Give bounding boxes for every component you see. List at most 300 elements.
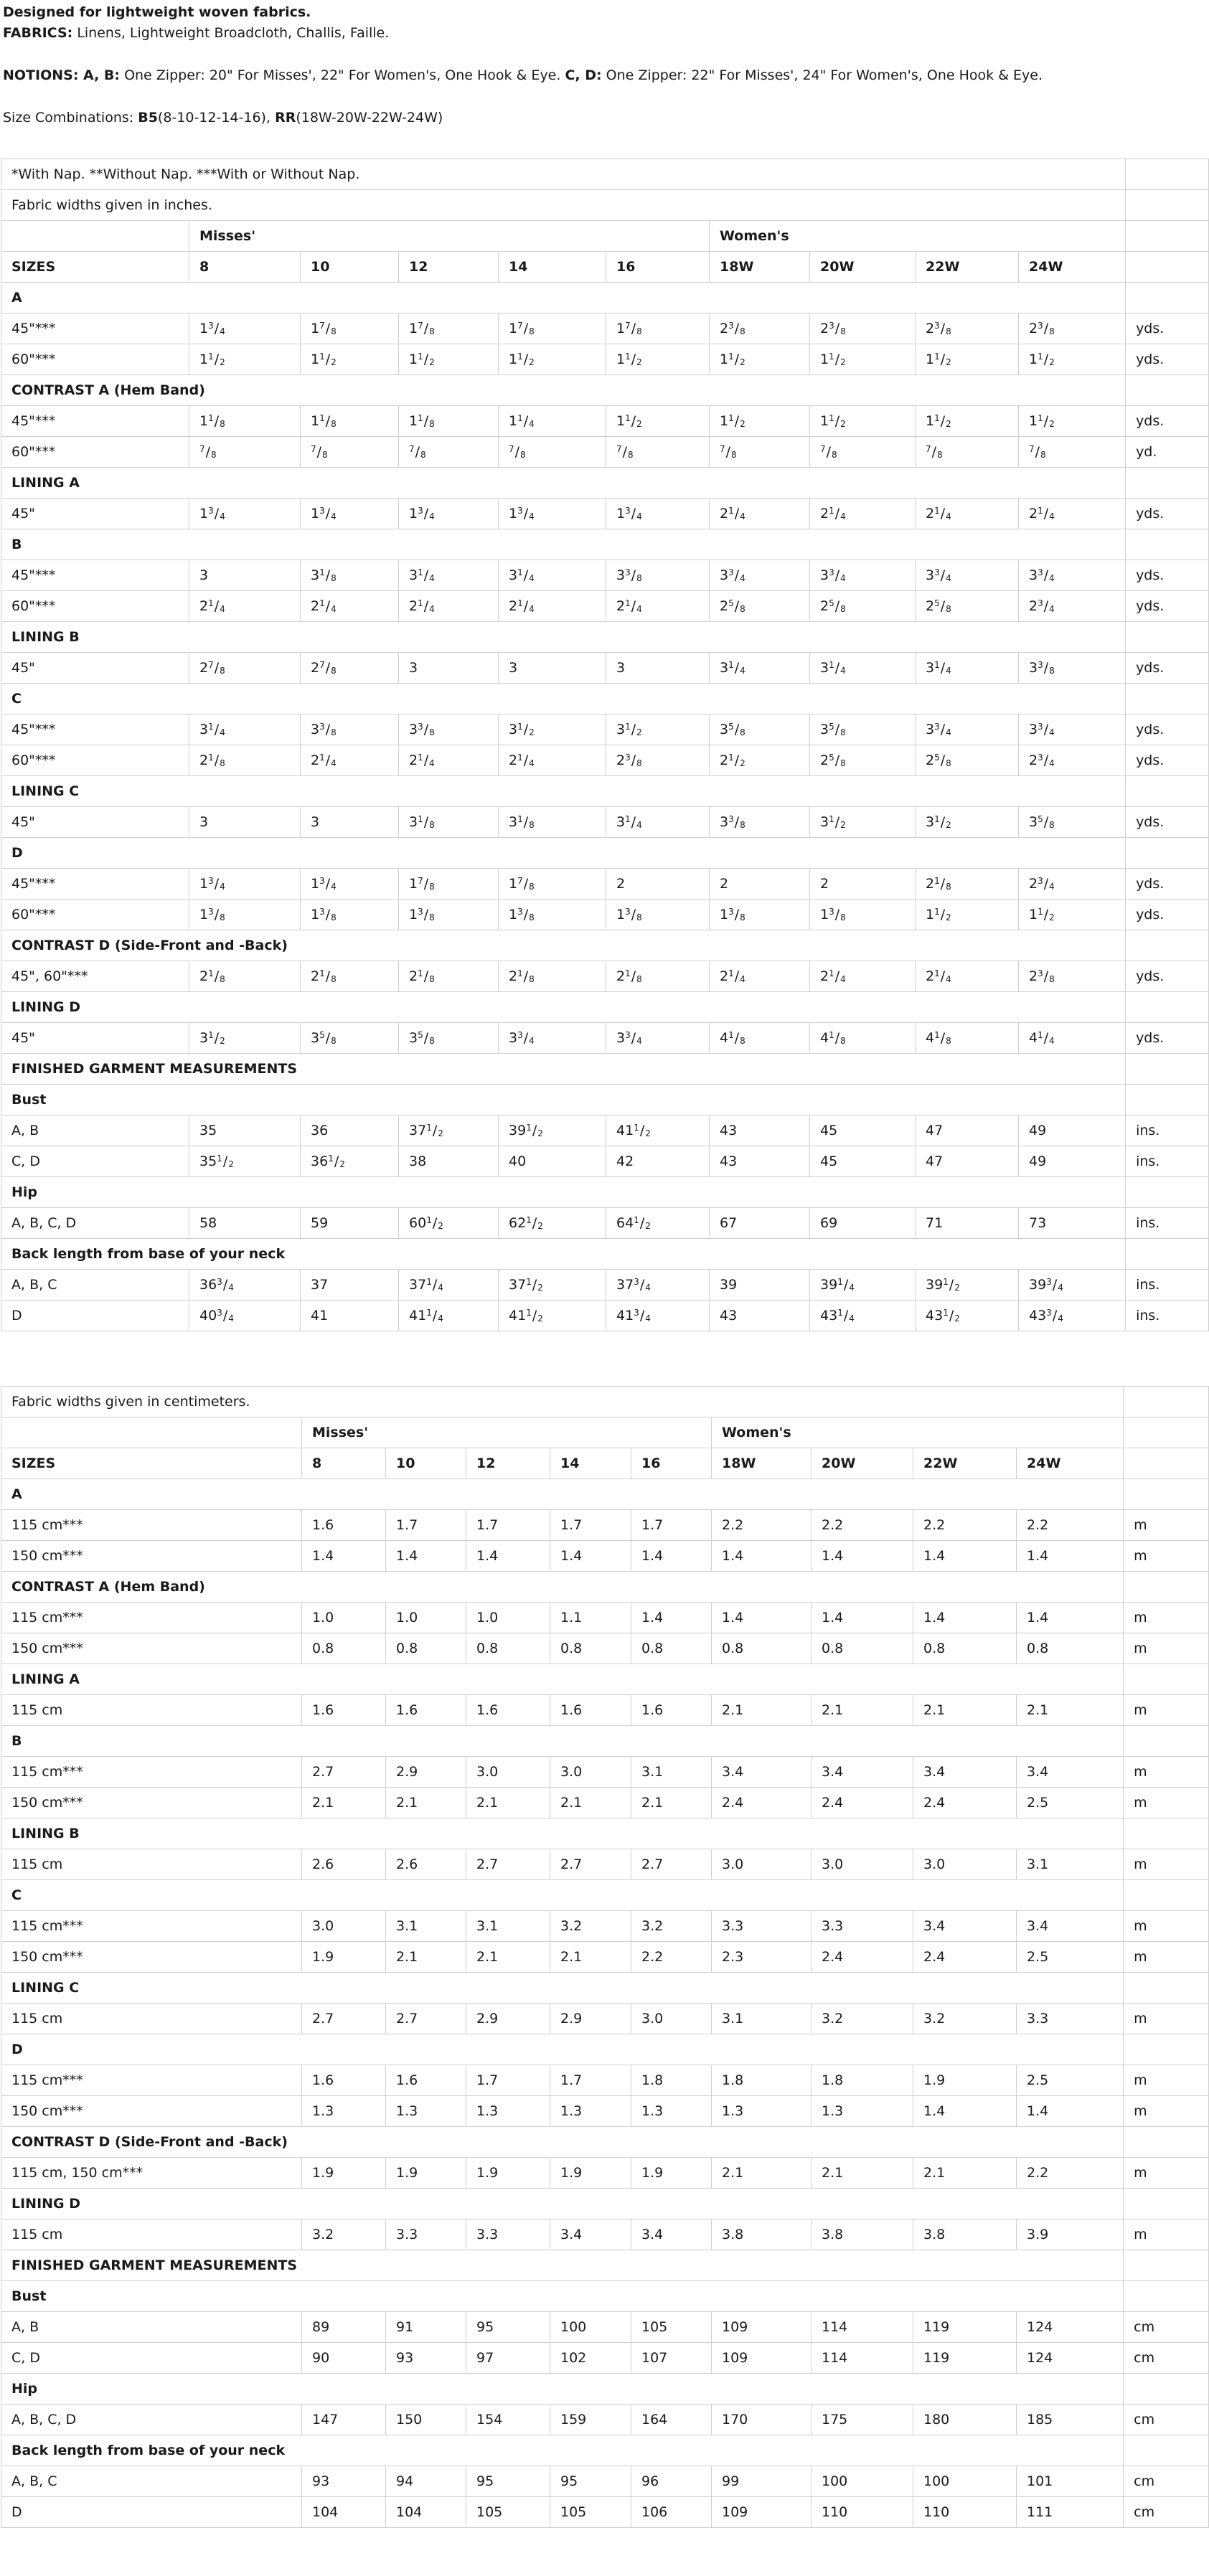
- amount-cell: 1.6: [302, 1510, 386, 1541]
- fabrics-line: [3, 23, 1206, 44]
- unit-cell: cm: [1124, 2343, 1209, 2374]
- table-row: [1, 1301, 1209, 1331]
- amount-cell: 111: [1017, 2497, 1124, 2528]
- amount-cell: $1^1/_2$: [916, 900, 1019, 930]
- blank-cell: [1124, 2281, 1209, 2312]
- amount-cell: 0.8: [466, 1633, 550, 1664]
- row-label: 45"***: [1, 406, 189, 437]
- section-label: D: [1, 838, 1126, 869]
- amount-cell: $^7/_8$: [710, 437, 810, 468]
- amount-cell: 2.7: [386, 2004, 466, 2034]
- table-row: [1, 2065, 1209, 2096]
- design-statement: Designed for lightweight woven fabrics.: [3, 4, 311, 20]
- amount-cell: 3.0: [631, 2004, 712, 2034]
- amount-cell: $2^5/_8$: [710, 591, 810, 622]
- blank-cell: [1, 1417, 302, 1448]
- blank-cell: [1126, 375, 1209, 406]
- amount-cell: 1.4: [631, 1541, 712, 1572]
- amount-cell: 1.8: [712, 2065, 812, 2096]
- group-womens: Women's: [710, 221, 1126, 252]
- unit-cell: yds.: [1126, 869, 1209, 900]
- amount-cell: 3.1: [466, 1911, 550, 1942]
- blank-cell: [1124, 1726, 1209, 1757]
- unit-cell: m: [1124, 2096, 1209, 2127]
- table-row: [1, 900, 1209, 930]
- amount-cell: 1.9: [302, 2158, 386, 2189]
- blank-cell: [1124, 2374, 1209, 2405]
- section-row: [1, 2435, 1209, 2466]
- blank-cell: [1124, 1479, 1209, 1510]
- amount-cell: $1^1/_8$: [301, 406, 399, 437]
- amount-cell: 2.1: [631, 1788, 712, 1818]
- section-label: Back length from base of your neck: [1, 2435, 1124, 2466]
- size-header: 8: [302, 1448, 386, 1479]
- amount-cell: $3^3/_8$: [606, 560, 710, 591]
- section-label: CONTRAST A (Hem Band): [1, 1572, 1124, 1603]
- amount-cell: 1.0: [466, 1603, 550, 1633]
- row-label: D: [1, 1301, 189, 1331]
- notions-text-ab: One Zipper: 20" For Misses', 22" For Women's, One Hook & Eye.: [124, 67, 561, 83]
- amount-cell: $2^3/_4$: [1019, 869, 1126, 900]
- row-label: 60"***: [1, 437, 189, 468]
- amount-cell: $2^3/_8$: [1019, 961, 1126, 992]
- sizes-header-row: [1, 252, 1209, 283]
- notions-label-cd: C, D:: [565, 67, 602, 83]
- unit-cell: m: [1124, 1911, 1209, 1942]
- table-row: [1, 2004, 1209, 2034]
- amount-cell: $3^3/_4$: [710, 560, 810, 591]
- unit-cell: yds.: [1126, 499, 1209, 529]
- blank-cell: [1124, 1417, 1209, 1448]
- amount-cell: 1.7: [550, 2065, 631, 2096]
- size-header: 12: [399, 252, 499, 283]
- section-label: LINING D: [1, 992, 1126, 1023]
- amount-cell: 3.9: [1017, 2219, 1124, 2250]
- fabrics-text: Linens, Lightweight Broadcloth, Challis, Faille.: [77, 25, 390, 41]
- unit-cell: m: [1124, 1633, 1209, 1664]
- amount-cell: $43^1/_2$: [916, 1301, 1019, 1331]
- amount-cell: $1^1/_2$: [606, 344, 710, 375]
- amount-cell: 1.6: [302, 1695, 386, 1726]
- amount-cell: 2.4: [812, 1788, 913, 1818]
- row-label: 60"***: [1, 745, 189, 776]
- amount-cell: 89: [302, 2312, 386, 2343]
- amount-cell: 2.5: [1017, 1788, 1124, 1818]
- amount-cell: 73: [1019, 1208, 1126, 1239]
- amount-cell: $4^1/_4$: [1019, 1023, 1126, 1054]
- amount-cell: 2.1: [302, 1788, 386, 1818]
- amount-cell: 49: [1019, 1146, 1126, 1177]
- amount-cell: $41^1/_4$: [399, 1301, 499, 1331]
- unit-cell: yds.: [1126, 1023, 1209, 1054]
- amount-cell: $3^1/_8$: [499, 807, 606, 838]
- amount-cell: $2^5/_8$: [810, 745, 916, 776]
- amount-cell: 3: [499, 653, 606, 684]
- amount-cell: 3.2: [302, 2219, 386, 2250]
- amount-cell: $4^1/_8$: [810, 1023, 916, 1054]
- blank-cell: [1126, 684, 1209, 714]
- amount-cell: 58: [189, 1208, 301, 1239]
- amount-cell: $1^1/_2$: [916, 406, 1019, 437]
- amount-cell: 3.4: [1017, 1911, 1124, 1942]
- amount-cell: 2.1: [550, 1788, 631, 1818]
- amount-cell: $2^7/_8$: [301, 653, 399, 684]
- nap-note: *With Nap. **Without Nap. ***With or Without Nap.: [1, 159, 1126, 190]
- amount-cell: $4^1/_8$: [710, 1023, 810, 1054]
- amount-cell: 1.8: [631, 2065, 712, 2096]
- amount-cell: 2.5: [1017, 2065, 1124, 2096]
- amount-cell: 110: [913, 2497, 1017, 2528]
- blank-cell: [1124, 2435, 1209, 2466]
- amount-cell: 2.1: [1017, 1695, 1124, 1726]
- section-row: [1, 1054, 1209, 1085]
- amount-cell: $2^1/_4$: [710, 961, 810, 992]
- row-label: 115 cm: [1, 1695, 302, 1726]
- amount-cell: $3^1/_2$: [189, 1023, 301, 1054]
- table-row: [1, 1695, 1209, 1726]
- fabric-width-note: Fabric widths given in inches.: [1, 190, 1126, 221]
- section-row: [1, 1973, 1209, 2004]
- amount-cell: 100: [550, 2312, 631, 2343]
- table-row: [1, 1541, 1209, 1572]
- size-header: 8: [189, 252, 301, 283]
- amount-cell: $1^3/_8$: [301, 900, 399, 930]
- blank-cell: [1124, 1572, 1209, 1603]
- amount-cell: $1^3/_8$: [606, 900, 710, 930]
- amount-cell: $^7/_8$: [1019, 437, 1126, 468]
- section-label: FINISHED GARMENT MEASUREMENTS: [1, 2250, 1124, 2281]
- amount-cell: 1.9: [466, 2158, 550, 2189]
- section-label: LINING A: [1, 1664, 1124, 1695]
- unit-cell: ins.: [1126, 1146, 1209, 1177]
- amount-cell: 1.3: [812, 2096, 913, 2127]
- amount-cell: 2.1: [550, 1942, 631, 1973]
- unit-cell: ins.: [1126, 1301, 1209, 1331]
- amount-cell: 1.6: [550, 1695, 631, 1726]
- blank-cell: [1124, 2189, 1209, 2219]
- table-row: [1, 1788, 1209, 1818]
- amount-cell: $^7/_8$: [916, 437, 1019, 468]
- amount-cell: 91: [386, 2312, 466, 2343]
- amount-cell: 3.0: [302, 1911, 386, 1942]
- amount-cell: $1^3/_8$: [189, 900, 301, 930]
- table-row: [1, 2219, 1209, 2250]
- amount-cell: 3.4: [1017, 1757, 1124, 1788]
- amount-cell: 1.4: [712, 1603, 812, 1633]
- amount-cell: 109: [712, 2312, 812, 2343]
- unit-cell: yds.: [1126, 714, 1209, 745]
- amount-cell: 2.4: [913, 1788, 1017, 1818]
- amount-cell: $3^1/_4$: [189, 714, 301, 745]
- amount-cell: $35^1/_2$: [189, 1146, 301, 1177]
- row-label: 60"***: [1, 344, 189, 375]
- amount-cell: $2^1/_8$: [606, 961, 710, 992]
- amount-cell: 2.6: [386, 1849, 466, 1880]
- amount-cell: $2^1/_4$: [1019, 499, 1126, 529]
- amount-cell: 1.3: [466, 2096, 550, 2127]
- amount-cell: $2^1/_8$: [916, 869, 1019, 900]
- amount-cell: 105: [631, 2312, 712, 2343]
- amount-cell: 59: [301, 1208, 399, 1239]
- amount-cell: 96: [631, 2466, 712, 2497]
- table-row: [1, 1603, 1209, 1633]
- amount-cell: 106: [631, 2497, 712, 2528]
- amount-cell: 99: [712, 2466, 812, 2497]
- amount-cell: $2^1/_8$: [399, 961, 499, 992]
- unit-cell: m: [1124, 1510, 1209, 1541]
- amount-cell: 41: [301, 1301, 399, 1331]
- amount-cell: 114: [812, 2343, 913, 2374]
- blank-cell: [1126, 468, 1209, 499]
- table-row: [1, 2312, 1209, 2343]
- amount-cell: 3.4: [712, 1757, 812, 1788]
- amount-cell: $2^3/_8$: [810, 313, 916, 344]
- amount-cell: $64^1/_2$: [606, 1208, 710, 1239]
- table-row: [1, 2405, 1209, 2435]
- amount-cell: 147: [302, 2405, 386, 2435]
- section-row: [1, 930, 1209, 961]
- blank-cell: [1, 221, 189, 252]
- amount-cell: 1.4: [812, 1541, 913, 1572]
- blank-cell: [1124, 2034, 1209, 2065]
- amount-cell: 109: [712, 2497, 812, 2528]
- size-header: 16: [606, 252, 710, 283]
- section-label: C: [1, 1880, 1124, 1911]
- size-code-b5: B5: [138, 110, 158, 126]
- notions-text-cd: One Zipper: 22" For Misses', 24" For Women's, One Hook & Eye.: [606, 67, 1043, 83]
- unit-cell: cm: [1124, 2497, 1209, 2528]
- section-row: [1, 838, 1209, 869]
- amount-cell: 3.0: [913, 1849, 1017, 1880]
- row-label: 45"***: [1, 560, 189, 591]
- amount-cell: 2.1: [913, 1695, 1017, 1726]
- amount-cell: $1^7/_8$: [301, 313, 399, 344]
- amount-cell: 43: [710, 1146, 810, 1177]
- amount-cell: $2^1/_8$: [189, 961, 301, 992]
- size-code-rr: RR: [275, 110, 296, 126]
- amount-cell: 3.8: [812, 2219, 913, 2250]
- blank-cell: [1124, 2127, 1209, 2158]
- amount-cell: $1^1/_8$: [399, 406, 499, 437]
- amount-cell: $1^1/_2$: [810, 406, 916, 437]
- row-label: 150 cm***: [1, 1541, 302, 1572]
- amount-cell: $1^3/_4$: [499, 499, 606, 529]
- amount-cell: $^7/_8$: [399, 437, 499, 468]
- amount-cell: 0.8: [913, 1633, 1017, 1664]
- blank-cell: [1124, 2250, 1209, 2281]
- amount-cell: 2.7: [302, 2004, 386, 2034]
- table-row: [1, 406, 1209, 437]
- amount-cell: 150: [386, 2405, 466, 2435]
- amount-cell: $1^1/_2$: [1019, 406, 1126, 437]
- section-label: LINING C: [1, 776, 1126, 807]
- amount-cell: 1.3: [631, 2096, 712, 2127]
- table-row: [1, 807, 1209, 838]
- amount-cell: 47: [916, 1146, 1019, 1177]
- section-row: [1, 684, 1209, 714]
- unit-cell: m: [1124, 1541, 1209, 1572]
- table-row: [1, 437, 1209, 468]
- amount-cell: 38: [399, 1146, 499, 1177]
- section-row: [1, 776, 1209, 807]
- sizes-header-row: [1, 1448, 1209, 1479]
- amount-cell: 1.3: [712, 2096, 812, 2127]
- sizes-label: SIZES: [1, 1448, 302, 1479]
- amount-cell: $1^3/_4$: [301, 499, 399, 529]
- row-label: 115 cm***: [1, 2065, 302, 2096]
- amount-cell: 102: [550, 2343, 631, 2374]
- row-label: 150 cm***: [1, 2096, 302, 2127]
- amount-cell: 2: [710, 869, 810, 900]
- amount-cell: 1.9: [386, 2158, 466, 2189]
- amount-cell: 185: [1017, 2405, 1124, 2435]
- unit-cell: m: [1124, 1757, 1209, 1788]
- section-label: A: [1, 283, 1126, 313]
- amount-cell: $3^1/_2$: [916, 807, 1019, 838]
- blank-cell: [1126, 1085, 1209, 1115]
- amount-cell: 0.8: [712, 1633, 812, 1664]
- amount-cell: 93: [386, 2343, 466, 2374]
- size-header: 16: [631, 1448, 712, 1479]
- notions-line: [3, 65, 1206, 86]
- amount-cell: $41^1/_2$: [606, 1115, 710, 1146]
- section-row: [1, 1177, 1209, 1208]
- amount-cell: $2^1/_4$: [710, 499, 810, 529]
- amount-cell: 97: [466, 2343, 550, 2374]
- unit-cell: m: [1124, 1695, 1209, 1726]
- blank-cell: [1126, 838, 1209, 869]
- section-label: LINING C: [1, 1973, 1124, 2004]
- amount-cell: $1^1/_2$: [606, 406, 710, 437]
- row-label: 115 cm: [1, 1849, 302, 1880]
- amount-cell: $1^1/_2$: [399, 344, 499, 375]
- amount-cell: $2^1/_2$: [710, 745, 810, 776]
- table-row: [1, 1942, 1209, 1973]
- section-label: LINING B: [1, 1818, 1124, 1849]
- amount-cell: 3.0: [712, 1849, 812, 1880]
- unit-cell: yds.: [1126, 313, 1209, 344]
- section-row: [1, 2281, 1209, 2312]
- amount-cell: $2^1/_4$: [189, 591, 301, 622]
- amount-cell: 0.8: [631, 1633, 712, 1664]
- amount-cell: 3.1: [631, 1757, 712, 1788]
- size-group-row: [1, 1417, 1209, 1448]
- amount-cell: 3.8: [712, 2219, 812, 2250]
- amount-cell: $1^1/_2$: [301, 344, 399, 375]
- section-label: Back length from base of your neck: [1, 1239, 1126, 1270]
- amount-cell: $3^3/_4$: [1019, 560, 1126, 591]
- amount-cell: $1^1/_2$: [1019, 344, 1126, 375]
- row-label: A, B, C: [1, 2466, 302, 2497]
- amount-cell: 43: [710, 1115, 810, 1146]
- amount-cell: 2.9: [550, 2004, 631, 2034]
- blank-cell: [1126, 221, 1209, 252]
- section-row: [1, 992, 1209, 1023]
- amount-cell: 2.1: [812, 2158, 913, 2189]
- amount-cell: $1^3/_8$: [810, 900, 916, 930]
- amount-cell: 1.6: [466, 1695, 550, 1726]
- amount-cell: $1^3/_4$: [189, 869, 301, 900]
- row-label: 115 cm: [1, 2219, 302, 2250]
- amount-cell: $1^3/_4$: [399, 499, 499, 529]
- unit-cell: ins.: [1126, 1115, 1209, 1146]
- amount-cell: $2^1/_4$: [499, 745, 606, 776]
- size-header: 10: [301, 252, 399, 283]
- amount-cell: 1.7: [386, 1510, 466, 1541]
- amount-cell: 2.4: [913, 1942, 1017, 1973]
- table-row: [1, 1911, 1209, 1942]
- amount-cell: 49: [1019, 1115, 1126, 1146]
- unit-cell: cm: [1124, 2405, 1209, 2435]
- row-label: 45": [1, 653, 189, 684]
- amount-cell: 2.2: [913, 1510, 1017, 1541]
- amount-cell: 0.8: [550, 1633, 631, 1664]
- amount-cell: 3.8: [913, 2219, 1017, 2250]
- amount-cell: $2^1/_4$: [810, 499, 916, 529]
- section-row: [1, 529, 1209, 560]
- row-label: 115 cm***: [1, 1510, 302, 1541]
- amount-cell: $1^1/_2$: [810, 344, 916, 375]
- amount-cell: 3: [399, 653, 499, 684]
- amount-cell: 1.7: [550, 1510, 631, 1541]
- amount-cell: $3^3/_4$: [1019, 714, 1126, 745]
- amount-cell: $37^3/_4$: [606, 1270, 710, 1301]
- amount-cell: 45: [810, 1115, 916, 1146]
- amount-cell: $3^5/_8$: [810, 714, 916, 745]
- amount-cell: 2.1: [386, 1788, 466, 1818]
- blank-cell: [1126, 776, 1209, 807]
- amount-cell: 1.3: [386, 2096, 466, 2127]
- amount-cell: 35: [189, 1115, 301, 1146]
- section-label: D: [1, 2034, 1124, 2065]
- amount-cell: $37^1/_4$: [399, 1270, 499, 1301]
- amount-cell: $1^7/_8$: [499, 869, 606, 900]
- amount-cell: $62^1/_2$: [499, 1208, 606, 1239]
- table-row: [1, 1757, 1209, 1788]
- amount-cell: 2.2: [631, 1942, 712, 1973]
- amount-cell: 37: [301, 1270, 399, 1301]
- amount-cell: 1.4: [466, 1541, 550, 1572]
- amount-cell: $3^1/_4$: [499, 560, 606, 591]
- amount-cell: 1.7: [631, 1510, 712, 1541]
- unit-cell: ins.: [1126, 1270, 1209, 1301]
- amount-cell: 1.4: [913, 1541, 1017, 1572]
- section-label: B: [1, 1726, 1124, 1757]
- size-range-rr: (18W-20W-22W-24W): [296, 110, 443, 126]
- table-row: [1, 2343, 1209, 2374]
- amount-cell: 2.1: [386, 1942, 466, 1973]
- amount-cell: 3.2: [812, 2004, 913, 2034]
- table-row: [1, 499, 1209, 529]
- amount-cell: 109: [712, 2343, 812, 2374]
- unit-cell: m: [1124, 1942, 1209, 1973]
- amount-cell: 2: [810, 869, 916, 900]
- amount-cell: 3.3: [812, 1911, 913, 1942]
- amount-cell: 100: [812, 2466, 913, 2497]
- amount-cell: 95: [466, 2466, 550, 2497]
- amount-cell: 67: [710, 1208, 810, 1239]
- row-label: 45": [1, 499, 189, 529]
- amount-cell: $41^3/_4$: [606, 1301, 710, 1331]
- amount-cell: $2^3/_4$: [1019, 591, 1126, 622]
- row-label: 115 cm, 150 cm***: [1, 2158, 302, 2189]
- blank-cell: [1126, 930, 1209, 961]
- amount-cell: $36^3/_4$: [189, 1270, 301, 1301]
- yardage-table-inches: [1, 159, 1209, 1331]
- table-row: [1, 2466, 1209, 2497]
- unit-cell: m: [1124, 1788, 1209, 1818]
- amount-cell: 154: [466, 2405, 550, 2435]
